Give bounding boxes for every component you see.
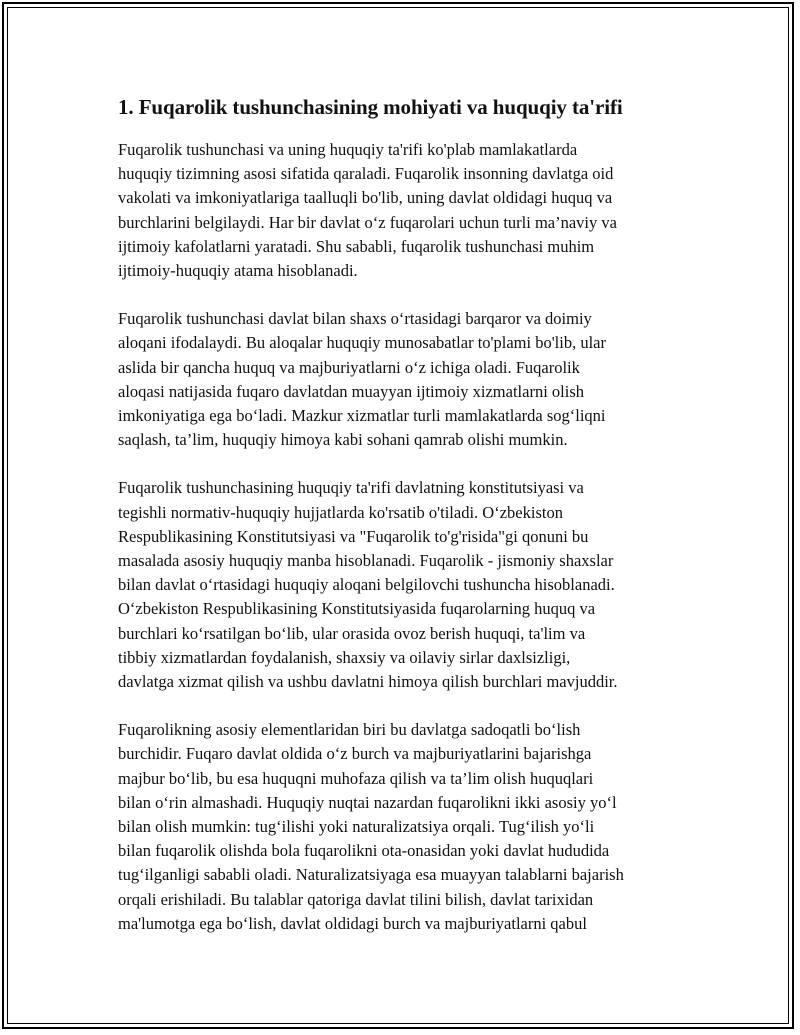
text-line: tegishli normativ-huquqiy hujjatlarda ko'rsatib o'tiladi. O‘zbekiston <box>118 502 563 522</box>
text-line: tibbiy xizmatlardan foydalanish, shaxsiy va oilaviy sirlar daxlsizligi, <box>118 647 571 667</box>
text-line: Fuqarolik tushunchasi va uning huquqiy ta'rifi ko'plab mamlakatlarda <box>118 140 578 159</box>
paragraph-2 <box>118 307 708 452</box>
text-line: vakolati va imkoniyatlariga taalluqli bo'lib, uning davlat oldidagi huquq va <box>118 188 613 208</box>
text-line: Fuqarolik tushunchasining huquqiy ta'rifi davlatning konstitutsiyasi va <box>118 478 584 498</box>
text-line: O‘zbekiston Respublikasining Konstitutsiyasida fuqarolarning huquq va <box>118 599 596 619</box>
paragraph-4 <box>118 718 708 936</box>
text-line: orqali erishiladi. Bu talablar qatoriga davlat tilini bilish, davlat tarixidan <box>118 889 594 909</box>
text-line: ma'lumotga ega bo‘lish, davlat oldidagi burch va majburiyatlarni qabul <box>118 913 587 933</box>
text-line: bilan fuqarolik olishda bola fuqarolikni ota-onasidan yoki davlat hududida <box>118 841 610 861</box>
text-line: burchlari ko‘rsatilgan bo‘lib, ular orasida ovoz berish huquqi, ta'lim va <box>118 623 586 643</box>
text-line: burchidir. Fuqaro davlat oldida o‘z burch va majburiyatlarini bajarishga <box>118 744 592 764</box>
text-line: tug‘ilganligi sababli oladi. Naturalizatsiyaga esa muayyan talablarni bajarish <box>118 865 624 885</box>
text-line: Fuqarolik tushunchasi davlat bilan shaxs o‘rtasidagi barqaror va doimiy <box>118 309 592 329</box>
text-line: Fuqarolikning asosiy elementlaridan biri bu davlatga sadoqatli bo‘lish <box>118 720 581 740</box>
text-line: majbur bo‘lib, bu esa huquqni muhofaza qilish va ta’lim olish huquqlari <box>118 768 594 788</box>
text-line: bilan olish mumkin: tug‘ilishi yoki naturalizatsiya orqali. Tug‘ilish yo‘li <box>118 817 595 837</box>
text-line: huquqiy tizimning asosi sifatida qaraladi. Fuqarolik insonning davlatga oid <box>118 164 614 184</box>
paragraph-3 <box>118 476 708 694</box>
section-heading: 1. Fuqarolik tushunchasining mohiyati va huquqiy ta'rifi <box>118 95 623 119</box>
text-line: bilan davlat o‘rtasidagi huquqiy aloqani belgilovchi tushuncha hisoblanadi. <box>118 575 615 595</box>
text-line: ijtimoiy kafolatlarni yaratadi. Shu sababli, fuqarolik tushunchasi muhim <box>118 236 595 256</box>
text-line: ijtimoiy-huquqiy atama hisoblanadi. <box>118 261 358 281</box>
text-line: bilan o‘rin almashadi. Huquqiy nuqtai nazardan fuqarolikni ikki asosiy yo‘l <box>118 792 617 812</box>
text-line: aloqasi natijasida fuqaro davlatdan muayyan ijtimoiy xizmatlarni olish <box>118 381 585 401</box>
paragraph-1 <box>118 138 708 283</box>
text-line: saqlash, ta’lim, huquqiy himoya kabi sohani qamrab olishi mumkin. <box>118 430 568 450</box>
text-line: aloqani ifodalaydi. Bu aloqalar huquqiy munosabatlar to'plami bo'lib, ular <box>118 333 606 353</box>
document-body <box>118 92 708 960</box>
text-line: aslida bir qancha huquq va majburiyatlarni o‘z ichiga oladi. Fuqarolik <box>118 357 580 377</box>
text-line: masalada asosiy huquqiy manba hisoblanadi. Fuqarolik - jismoniy shaxslar <box>118 551 614 571</box>
text-line: imkoniyatiga ega bo‘ladi. Mazkur xizmatlar turli mamlakatlarda sog‘liqni <box>118 406 606 426</box>
text-line: davlatga xizmat qilish va ushbu davlatni himoya qilish burchlari mavjuddir. <box>118 672 618 692</box>
text-line: Respublikasining Konstitutsiyasi va "Fuqarolik to'g'risida"gi qonuni bu <box>118 526 589 546</box>
text-line: burchlarini belgilaydi. Har bir davlat o‘z fuqarolari uchun turli ma’naviy va <box>118 212 617 232</box>
